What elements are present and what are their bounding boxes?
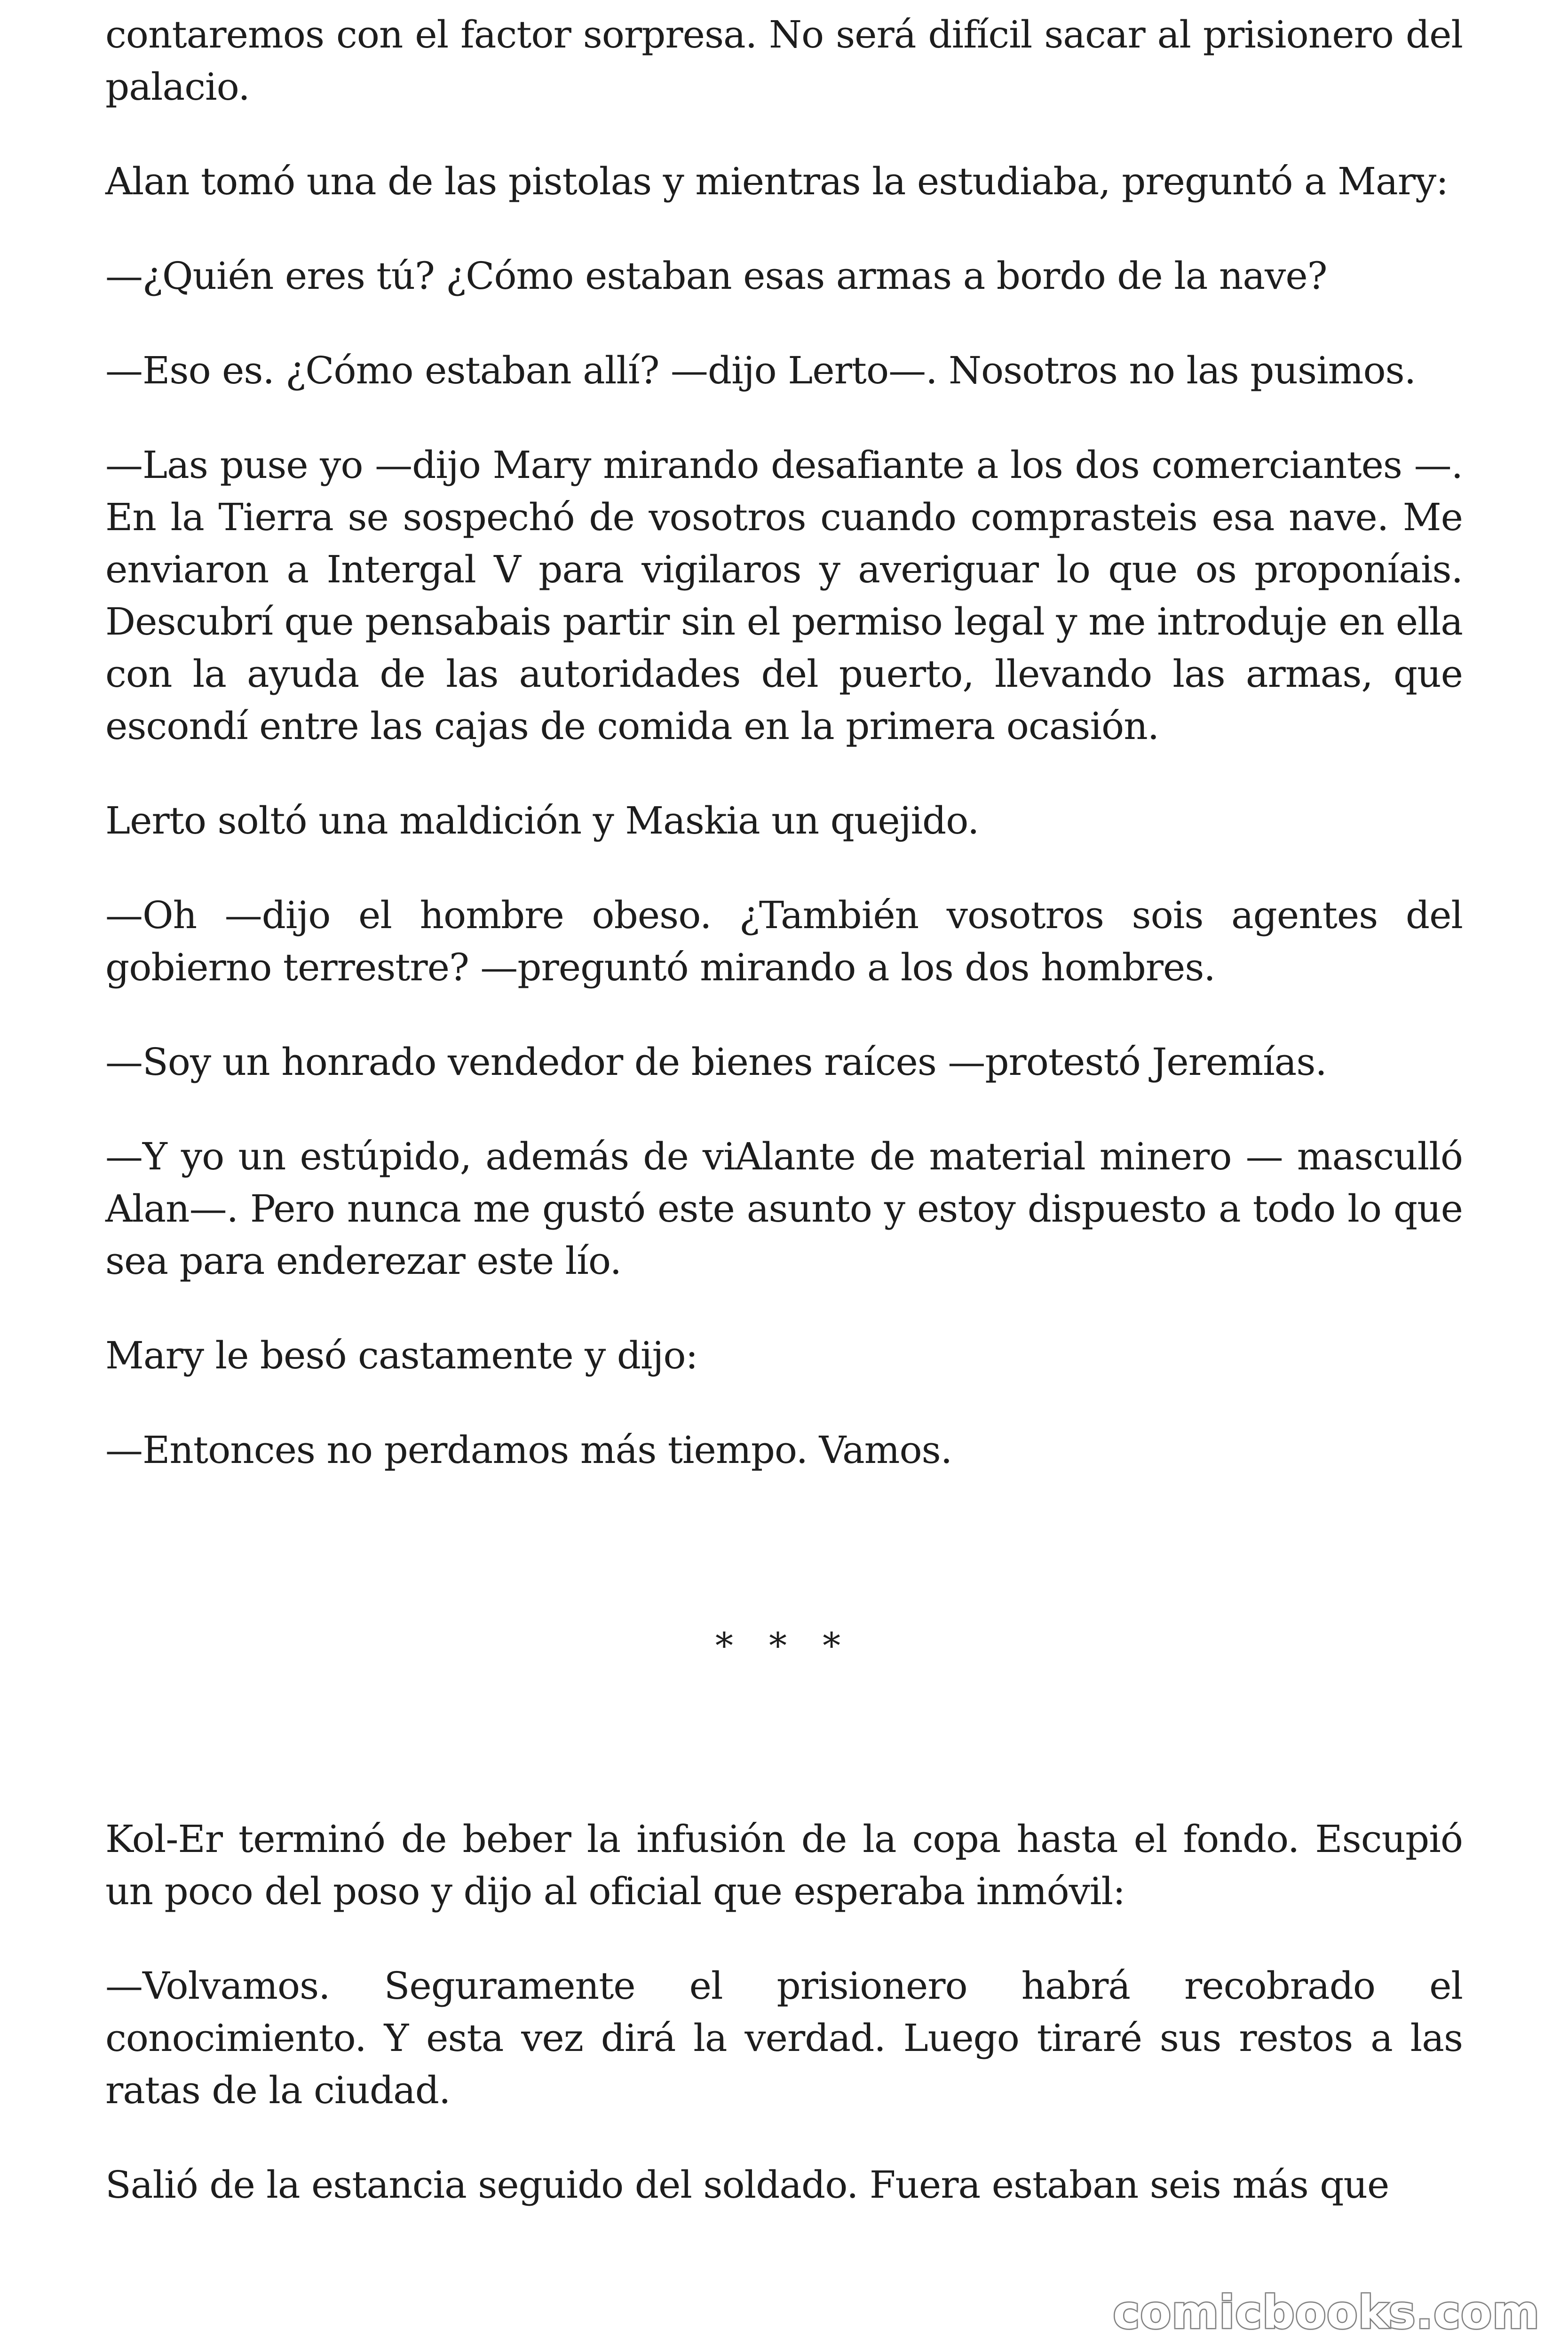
paragraph: —Y yo un estúpido, además de viAlante de material minero — mascull​ó Alan—. Pero nunca me gustó este asunto y estoy dispuesto a todo lo que sea para enderezar este lío. xyxy=(105,1135,1463,1283)
text-column xyxy=(105,8,1463,2211)
paragraph: —Soy un honrado vendedor de bienes raíces —protestó Jeremías. xyxy=(105,1040,1327,1084)
paragraph: Lerto soltó una maldición y Maskia un quejido. xyxy=(105,799,979,842)
paragraph: —Entonces no perdamos más tiempo. Vamos. xyxy=(105,1428,952,1472)
paragraph-cutoff: Salió de la estancia seguido del soldado. Fuera estaban seis más que xyxy=(105,2163,1389,2207)
watermark-logo: comicbooks.com xyxy=(1113,2286,1540,2339)
paragraph: —Oh —dijo el hombre obeso. ¿También vosotros sois agentes del gobierno terrestre? —preguntó mirando a los dos hombres. xyxy=(105,893,1463,989)
paragraph: —Las puse yo —dijo Mary mirando desafiante a los dos comerciantes —. En la Tierra se sospechó de vosotros cuando comprasteis esa nave. Me enviaron a Intergal V para vigilaros y averiguar lo que os proponíais. Descubrí que pensabais partir sin el permiso legal y me introduje en ella con la ayuda de las autoridades del puerto, llevando las armas, que escondí entre las cajas de comida en la primera ocasión. xyxy=(105,443,1463,748)
paragraph: Mary le besó castamente y dijo: xyxy=(105,1334,698,1377)
paragraph: —Eso es. ¿Cómo estaban allí? —dijo Lerto—. Nosotros no las pusimos. xyxy=(105,349,1416,392)
paragraph: —¿Quién eres tú? ¿Cómo estaban esas armas a bordo de la nave? xyxy=(105,254,1327,298)
paragraph: contaremos con el factor sorpresa. No será difícil sacar al prisionero del palacio. xyxy=(105,13,1463,109)
scene-break: * * * xyxy=(715,1625,853,1667)
paragraph: —Volvamos. Seguramente el prisionero habrá recobrado el conocimiento. Y esta vez dirá la verdad. Luego tiraré sus restos a las ratas de la ciudad. xyxy=(105,1964,1463,2112)
paragraph: Kol-Er terminó de beber la infusión de la copa hasta el fondo. Escupió un poco del poso y dijo al oficial que esperaba inmóvil: xyxy=(105,1817,1463,1913)
paragraph: Alan tomó una de las pistolas y mientras la estudiaba, preguntó a Mary: xyxy=(105,159,1449,203)
